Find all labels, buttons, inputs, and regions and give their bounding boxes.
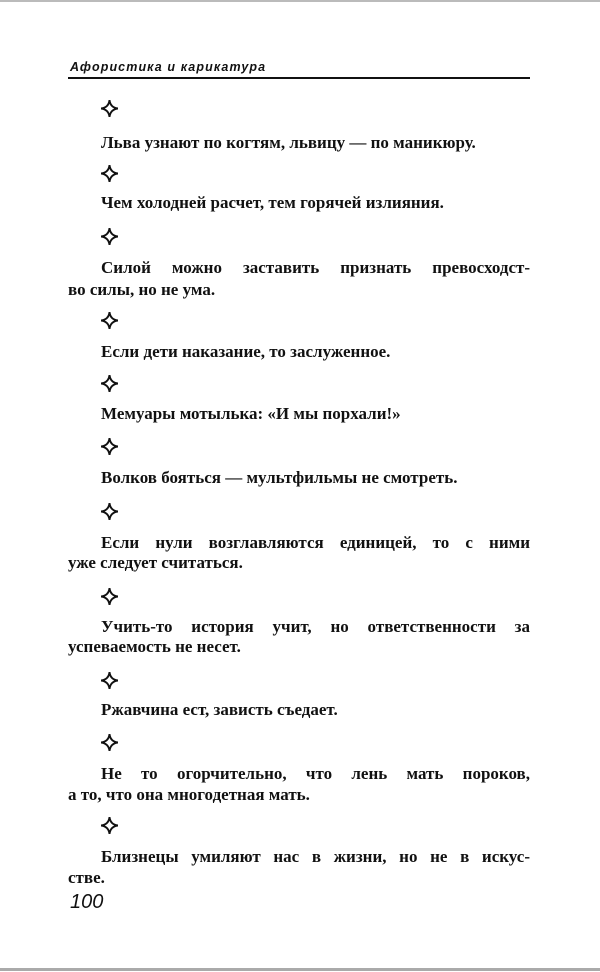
aphorism-line: Мемуары мотылька: «И мы порхали!»	[101, 404, 401, 423]
aphorism-line: Не то огорчительно, что лень мать пороков,	[101, 764, 530, 783]
four-point-star-icon	[101, 438, 118, 455]
aphorism-line: Чем холодней расчет, тем горячей излияния.	[101, 193, 444, 212]
four-point-star-icon	[101, 734, 118, 751]
aphorism-line: Если нули возглавляются единицей, то с ними	[101, 533, 530, 552]
four-point-star-icon	[101, 312, 118, 329]
header-rule	[68, 77, 530, 79]
aphorism-line: Учить-то история учит, но ответственности за	[101, 617, 530, 636]
aphorism-line: Силой можно заставить признать превосходст-	[101, 258, 530, 277]
aphorism-line: уже следует считаться.	[68, 553, 243, 572]
aphorism-line: во силы, но не ума.	[68, 280, 216, 299]
aphorism-line: Если дети наказание, то заслуженное.	[101, 342, 391, 361]
aphorism-line: успеваемость не несет.	[68, 637, 241, 656]
running-head: Афористика и карикатура	[70, 60, 267, 74]
aphorism-line: Льва узнают по когтям, львицу — по маникюру.	[101, 133, 476, 152]
four-point-star-icon	[101, 100, 118, 117]
four-point-star-icon	[101, 672, 118, 689]
page-bottom-edge	[0, 968, 600, 971]
four-point-star-icon	[101, 503, 118, 520]
aphorism-line: Ржавчина ест, зависть съедает.	[101, 700, 338, 719]
page-top-edge	[0, 0, 600, 2]
aphorism-line: стве.	[68, 868, 105, 887]
page-number: 100	[70, 891, 104, 913]
aphorism-line: Волков бояться — мультфильмы не смотреть.	[101, 468, 458, 487]
four-point-star-icon	[101, 165, 118, 182]
four-point-star-icon	[101, 228, 118, 245]
aphorism-line: Близнецы умиляют нас в жизни, но не в искус-	[101, 847, 530, 866]
four-point-star-icon	[101, 588, 118, 605]
four-point-star-icon	[101, 375, 118, 392]
four-point-star-icon	[101, 817, 118, 834]
aphorism-line: а то, что она многодетная мать.	[68, 785, 310, 804]
